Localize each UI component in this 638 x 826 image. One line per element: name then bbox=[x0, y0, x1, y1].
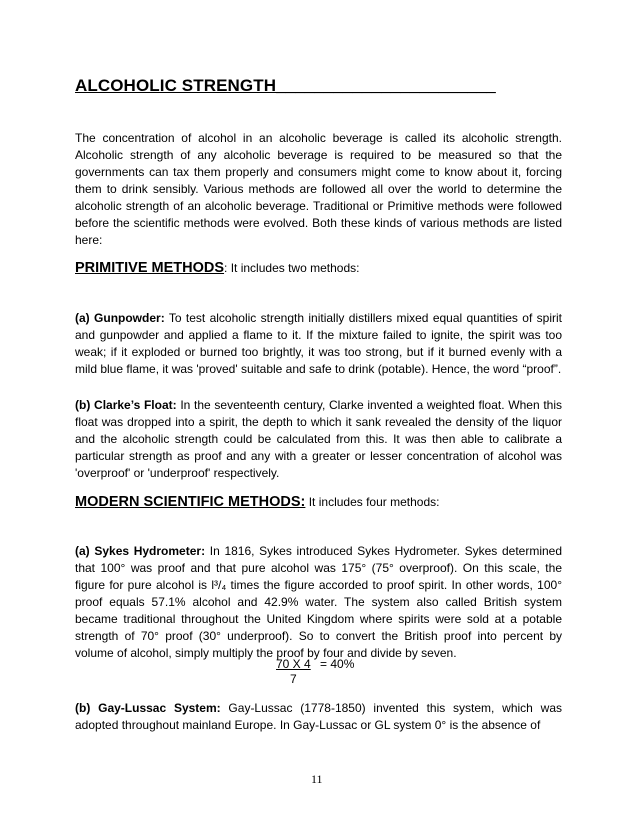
formula-numerator: 70 X 4 bbox=[276, 657, 311, 671]
gunpowder-paragraph bbox=[75, 310, 562, 378]
primitive-methods-heading bbox=[75, 259, 359, 277]
sykes-hydrometer-paragraph bbox=[75, 543, 562, 662]
gay-lussac-label: (b) Gay-Lussac System: bbox=[75, 701, 221, 715]
gunpowder-label: (a) Gunpowder: bbox=[75, 311, 165, 325]
formula-result: = 40% bbox=[320, 657, 355, 671]
primitive-methods-subtitle: : It includes two methods: bbox=[224, 261, 360, 275]
modern-methods-heading bbox=[75, 493, 439, 511]
modern-methods-subtitle: It includes four methods: bbox=[305, 495, 440, 509]
clarkes-float-text: In the seventeenth century, Clarke invented a weighted float. When this float was dropped into a spirit, the depth to which it sank revealed the density of the liquor and the alcoholic strength could be calculated from this. It was then able to calibrate a particular strength as proof and any with a greater or lesser concentration of alcohol was 'overproof' or 'underproof' respectively. bbox=[75, 398, 562, 480]
clarkes-float-label: (b) Clarke’s Float: bbox=[75, 398, 177, 412]
sykes-hydrometer-label: (a) Sykes Hydrometer: bbox=[75, 544, 206, 558]
page-number: 11 bbox=[311, 772, 323, 786]
primitive-methods-title: PRIMITIVE METHODS bbox=[75, 260, 225, 276]
page-title: ALCOHOLIC STRENGTH_______________________ bbox=[75, 76, 496, 95]
intro-paragraph: The concentration of alcohol in an alcoholic beverage is called its alcoholic strength. Alcoholic strength of any alcoholic beverage is required to be measured so that the governments can tax them properly and consumers might come to know about it, forcing them to drink sensibly. Various methods are followed all over the world to determine the alcoholic strength of an alcoholic beverage. Traditional or Primitive methods were followed before the scientific methods were evolved. Both these kinds of various methods are listed here: bbox=[75, 131, 562, 247]
proof-conversion-formula bbox=[276, 657, 355, 687]
gay-lussac-text: Gay-Lussac (1778-1850) invented this system, which was adopted throughout mainland Europe. In Gay-Lussac or GL system 0° is the absence of bbox=[75, 701, 562, 732]
modern-methods-title: MODERN SCIENTIFIC METHODS: bbox=[75, 494, 306, 510]
sykes-hydrometer-text: In 1816, Sykes introduced Sykes Hydrometer. Sykes determined that 100° was proof and that pure alcohol was 175° (75° overproof). On this scale, the figure for pure alcohol is l³/₄ times the figure accorded to proof spirit. In other words, 100° proof equals 57.1% alcohol and 42.9% water. The system also called British system became traditional throughout the United Kingdom where spirits were sold at a potable strength of 70° proof (30° underproof). So to convert the British proof into percent by volume of alcohol, simply multiply the proof by four and divide by seven. bbox=[75, 544, 562, 660]
gay-lussac-paragraph bbox=[75, 700, 562, 734]
gunpowder-text: To test alcoholic strength initially distillers mixed equal quantities of spirit and gunpowder and applied a flame to it. If the mixture failed to ignite, the spirit was too weak; if it exploded or burned too brightly, it was too strong, but if it burned evenly with a mild blue flame, it was 'proved' suitable and safe to drink (potable). Hence, the word “proof”. bbox=[75, 311, 562, 376]
clarkes-float-paragraph bbox=[75, 397, 562, 482]
formula-denominator: 7 bbox=[290, 672, 297, 686]
